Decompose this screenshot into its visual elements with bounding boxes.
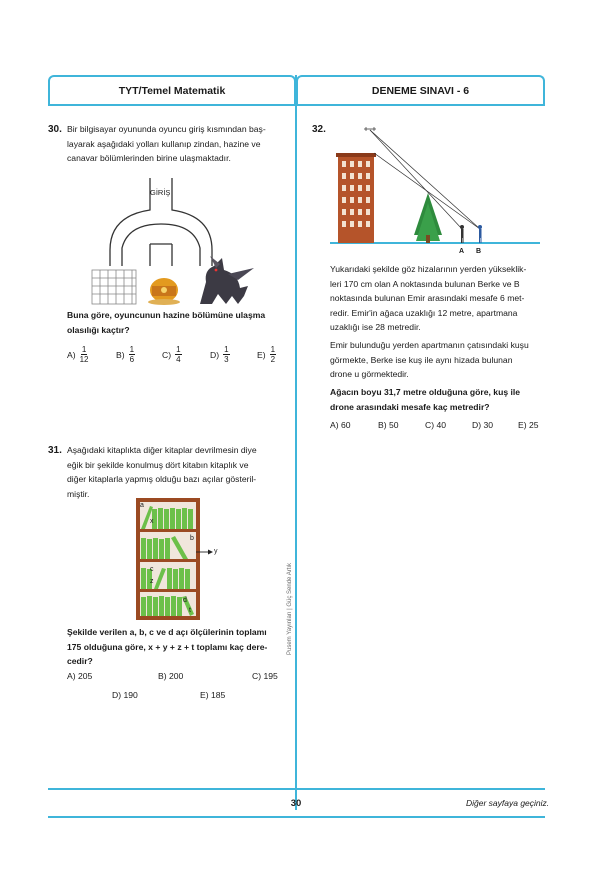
next-page-text: Diğer sayfaya geçiniz.: [466, 798, 550, 808]
option-fraction: [129, 345, 135, 364]
option-fraction: [270, 345, 276, 364]
label-b: b: [190, 535, 194, 542]
q30-text-line: Bir bilgisayar oyununda oyuncu giriş kısmından baş-: [67, 124, 266, 134]
q31-text-line: diğer kitaplarla yapmış olduğu bazı açılar gösteril-: [67, 474, 257, 484]
option-letter: A): [330, 420, 339, 430]
footer-rule-bottom: [48, 816, 545, 818]
option-letter: C): [425, 420, 435, 430]
q32-para2: [330, 338, 545, 382]
q30-text-line: layarak aşağıdaki yolları kullanıp zindan, hazine ve: [67, 138, 261, 149]
option-letter: B): [378, 420, 387, 430]
option-value: 30: [483, 420, 494, 430]
footer-rule-top: [48, 788, 545, 790]
q30-path-outer: [110, 178, 150, 266]
q32-option-c[interactable]: [425, 420, 446, 430]
label-t: t: [189, 607, 191, 614]
option-value: 190: [123, 690, 138, 700]
q31-text-line: eğik bir şekilde konulmuş dört kitabın kitaplık ve: [67, 459, 249, 470]
fraction-num: 1: [129, 345, 135, 354]
label-z: z: [150, 578, 154, 585]
y-arrow-head: [208, 550, 213, 555]
option-letter: C): [162, 349, 172, 360]
q30-option-b[interactable]: [116, 345, 135, 364]
q30-option-a[interactable]: [67, 345, 89, 364]
q32-para1-line: Yukarıdaki şekilde göz hizalarının yerden yükseklik-: [330, 264, 527, 274]
option-letter: E): [257, 349, 266, 360]
q32-para1: [330, 262, 545, 335]
label-a: a: [140, 502, 144, 509]
q31-question-line: 175 olduğuna göre, x + y + z + t toplamı kaç dere-: [67, 641, 268, 652]
q32-para1-line: uzaklığı ise 28 metredir.: [330, 322, 421, 332]
q30-text-line: canavar bölümlerinden birine ulaşmaktadır.: [67, 153, 231, 163]
side-text: Pusem Yayınları | Güç Sende Artık: [287, 562, 293, 655]
option-value: 195: [263, 671, 278, 681]
person-a-icon: [460, 225, 464, 243]
option-letter: B): [158, 671, 167, 681]
fraction-den: 3: [224, 355, 229, 364]
q30-question: [67, 308, 289, 337]
header-right-title: DENEME SINAVI - 6: [371, 85, 470, 97]
fraction-den: 2: [270, 355, 276, 364]
q32-number: 32.: [312, 124, 326, 135]
option-fraction: [80, 345, 89, 364]
q32-para1-line: leri 170 cm olan A noktasında bulunan Berke ve B: [330, 278, 520, 289]
label-x: x: [150, 518, 154, 525]
q30-text: [67, 122, 289, 166]
fraction-den: 12: [79, 355, 89, 364]
q31-question-line: cedir?: [67, 656, 93, 666]
q32-option-e[interactable]: [518, 420, 539, 430]
q30-question-line: Buna göre, oyuncunun hazine bölümüne ulaşma: [67, 310, 266, 320]
column-divider: [295, 75, 297, 810]
option-value: 50: [388, 420, 399, 430]
fraction-den: 6: [129, 355, 135, 364]
bookshelf-figure: [136, 498, 218, 620]
monster-icon: [200, 256, 254, 304]
q31-option-a[interactable]: [67, 671, 92, 681]
tree-icon: [414, 193, 442, 243]
option-fraction: [175, 345, 181, 364]
q32-question: [330, 385, 545, 414]
option-value: 205: [77, 671, 93, 681]
q31-option-e[interactable]: [200, 690, 225, 700]
option-letter: A): [67, 349, 76, 360]
option-letter: D): [210, 349, 220, 360]
q30-number: 30.: [48, 124, 62, 135]
option-letter: B): [116, 349, 125, 360]
option-letter: C): [252, 671, 262, 681]
q32-para2-line: drone u görmektedir.: [330, 369, 409, 379]
q31-text-line: Aşağıdaki kitaplıkta diğer kitaplar devrilmesin diye: [67, 445, 257, 455]
option-letter: A): [67, 671, 76, 681]
q30-figure-label: GİRİŞ: [150, 188, 171, 197]
fraction-den: 4: [176, 355, 181, 364]
q31-text-line: miştir.: [67, 488, 90, 499]
q31-question: [67, 625, 289, 669]
label-point-b: B: [476, 248, 482, 255]
option-value: 200: [168, 671, 184, 681]
q31-option-c[interactable]: [252, 671, 278, 681]
q30-path-inner: [122, 224, 200, 266]
option-value: 60: [340, 420, 351, 430]
q31-text: [67, 443, 289, 501]
fraction-num: 1: [81, 345, 87, 354]
option-fraction: [223, 345, 229, 364]
option-value: 25: [528, 420, 539, 430]
building-icon: [336, 153, 376, 243]
q31-option-d[interactable]: [112, 690, 138, 700]
fraction-num: 1: [270, 345, 276, 354]
option-letter: E): [200, 690, 209, 700]
option-letter: D): [472, 420, 482, 430]
q32-question-line: Ağacın boyu 31,7 metre olduğuna göre, kuş ile: [330, 387, 521, 397]
q32-para1-line: noktasında bulunan Emir arasındaki mesafe 6 met-: [330, 293, 525, 303]
label-d: d: [183, 597, 187, 604]
q30-figure: [88, 178, 268, 308]
treasure-icon: [148, 278, 180, 305]
header-left-title: TYT/Temel Matematik: [118, 85, 226, 97]
q32-figure: [330, 125, 545, 260]
q32-option-d[interactable]: [472, 420, 493, 430]
q30-option-d[interactable]: [210, 345, 230, 364]
q30-question-line: olasılığı kaçtır?: [67, 324, 130, 335]
q32-para1-line: redir. Emir'in ağaca uzaklığı 12 metre, apartmana: [330, 307, 518, 318]
fraction-num: 1: [224, 345, 229, 354]
q32-para2-line: görmekte, Berke ise kuş ile aynı hizada bulunan: [330, 354, 513, 365]
q31-option-b[interactable]: [158, 671, 183, 681]
q31-number: 31.: [48, 445, 62, 456]
label-c: c: [150, 566, 154, 573]
option-letter: E): [518, 420, 527, 430]
page-number: 30: [290, 798, 302, 809]
header-left-box: [48, 75, 296, 105]
dungeon-icon: [92, 270, 136, 304]
q32-option-b[interactable]: [378, 420, 399, 430]
fraction-num: 1: [176, 345, 181, 354]
q30-path-mid: [150, 244, 172, 266]
q32-option-a[interactable]: [330, 420, 351, 430]
option-letter: D): [112, 690, 122, 700]
option-value: 40: [436, 420, 447, 430]
q32-question-line: drone arasındaki mesafe kaç metredir?: [330, 401, 490, 412]
q32-para2-line: Emir bulunduğu yerden apartmanın çatısındaki kuşu: [330, 340, 529, 350]
q30-path-outer: [172, 178, 212, 266]
option-value: 185: [210, 690, 226, 700]
header-right-box: [296, 75, 545, 105]
q30-option-c[interactable]: [162, 345, 182, 364]
person-b-icon: [478, 225, 482, 243]
q30-option-e[interactable]: [257, 345, 276, 364]
q31-question-line: Şekilde verilen a, b, c ve d açı ölçülerinin toplamı: [67, 627, 267, 637]
label-point-a: A: [459, 248, 465, 255]
label-y: y: [214, 548, 218, 555]
